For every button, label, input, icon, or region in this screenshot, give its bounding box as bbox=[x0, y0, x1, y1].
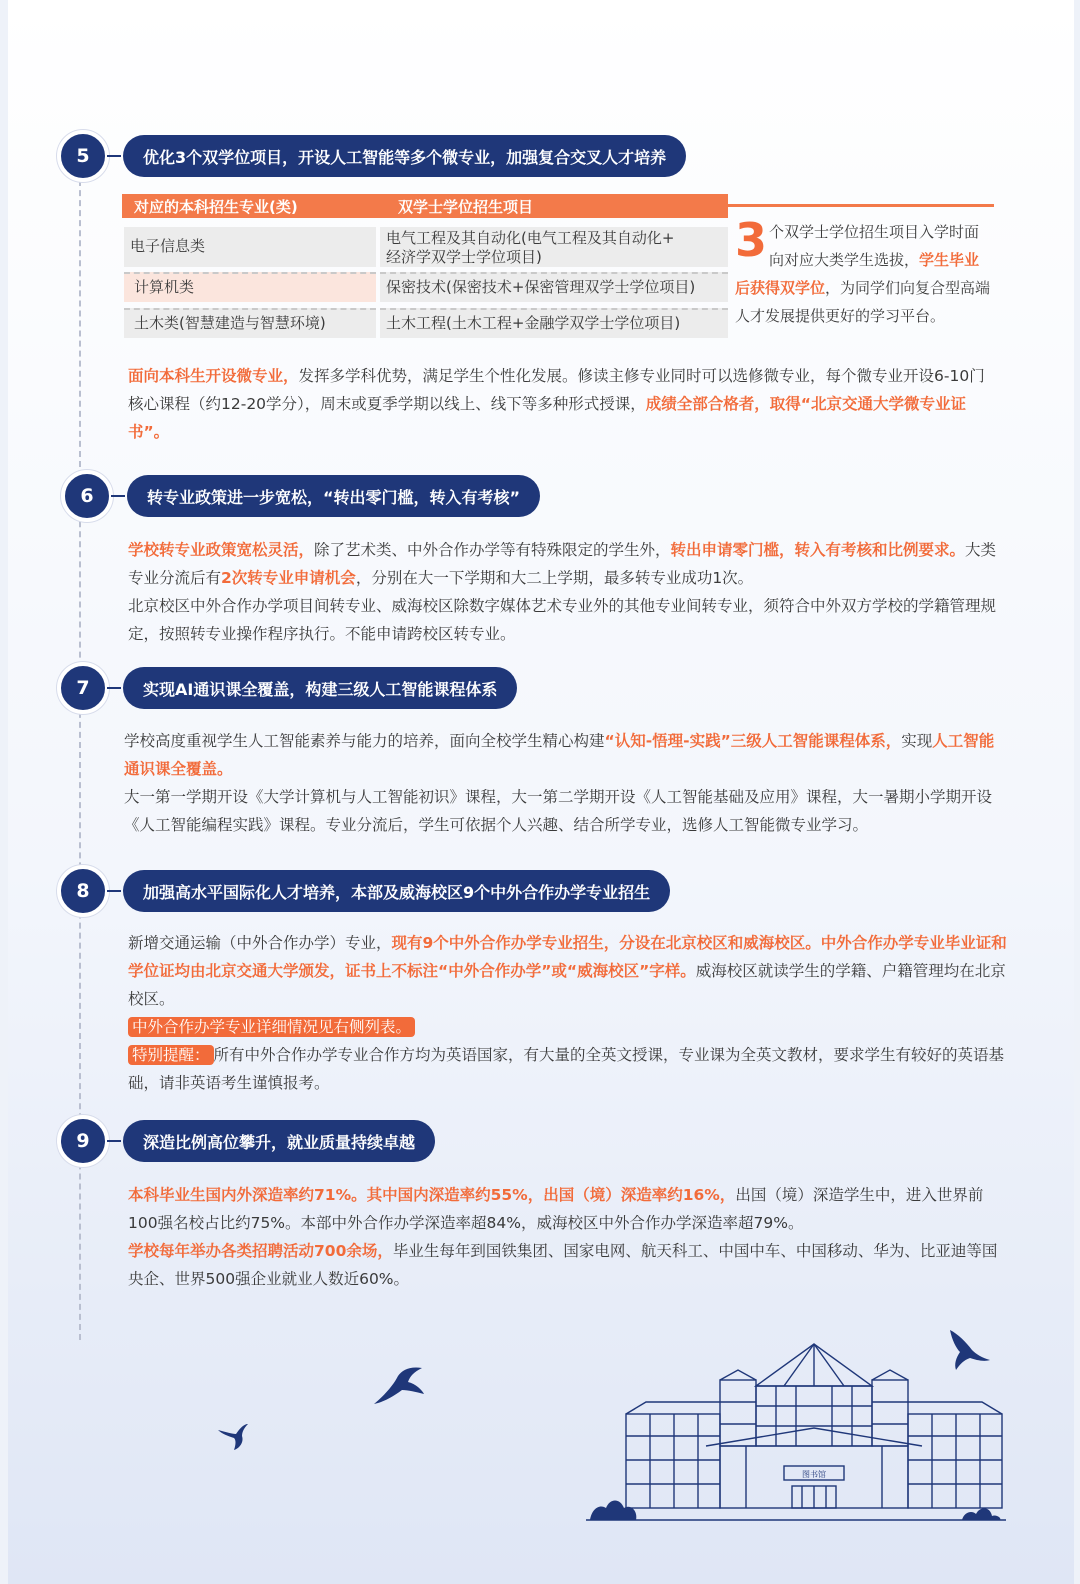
section-8-header bbox=[57, 865, 670, 917]
table-cell-major: 计算机类 bbox=[124, 272, 376, 302]
section-number-badge: 8 bbox=[57, 865, 109, 917]
section-number-badge: 5 bbox=[57, 130, 109, 182]
body-text: 大一第一学期开设《大学计算机与人工智能初识》课程，大一第二学期开设《人工智能基础及应用》课程，大一暑期小学期开设《人工智能编程实践》课程。专业分流后，学生可依据个人兴趣、结合所学专业，选修人工智能微专业学习。 bbox=[124, 788, 993, 834]
highlight-text: 成绩全部合格者，取得“北京交通大学微专业证书”。 bbox=[128, 395, 966, 441]
body-text: 所有中外合作办学专业合作方均为英语国家，有大量的全英文授课，专业课为全英文教材，要求学生有较好的英语基础，请非英语考生谨慎报考。 bbox=[128, 1046, 1005, 1092]
section-title: 转专业政策进一步宽松，“转出零门槛，转入有考核” bbox=[127, 475, 540, 517]
section-5-paragraph bbox=[128, 362, 988, 446]
highlight-text: 现有9个中外合作办学专业招生，分设在北京校区和威海校区。中外合作办学专业毕业证和学位证均由北京交通大学颁发，证书上不标注“中外合作办学”或“威海校区”字样。 bbox=[128, 934, 1007, 980]
swallow-icon bbox=[216, 1422, 250, 1452]
note-text: ，为同学们向复合型高端人才发展提供更好的学习平台。 bbox=[735, 279, 991, 325]
big-number-3: 3 bbox=[735, 213, 768, 267]
section-7-header bbox=[57, 662, 517, 714]
library-sign: 图书馆 bbox=[802, 1470, 826, 1479]
section-7-paragraph bbox=[124, 727, 996, 839]
highlight-text: 人工智能通识课全覆盖。 bbox=[124, 732, 995, 778]
table-header-rule bbox=[728, 204, 994, 207]
body-text: 毕业生每年到国铁集团、国家电网、航天科工、中国中车、中国移动、华为、比亚迪等国央企、世界500强企业就业人数近60%。 bbox=[128, 1242, 998, 1288]
table-cell-project-line2: 经济学双学士学位项目) bbox=[386, 248, 542, 266]
body-text: 大类专业分流后有 bbox=[128, 541, 997, 587]
section-title: 实现AI通识课全覆盖，构建三级人工智能课程体系 bbox=[123, 667, 517, 709]
body-text: 北京校区中外合作办学项目间转专业、威海校区除数字媒体艺术专业外的其他专业间转专业，须符合中外双方学校的学籍管理规定，按照转专业操作程序执行。不能申请跨校区转专业。 bbox=[128, 597, 997, 643]
section-number-badge: 6 bbox=[61, 470, 113, 522]
page-left-edge bbox=[0, 0, 8, 1584]
highlight-text: 学校转专业政策宽松灵活， bbox=[128, 541, 315, 559]
section-title: 深造比例高位攀升，就业质量持续卓越 bbox=[123, 1120, 435, 1162]
body-text: 威海校区就读学生的学籍、户籍管理均在北京校区。 bbox=[128, 962, 1006, 1008]
detail-note-tag: 中外合作办学专业详细情况见右侧列表。 bbox=[128, 1017, 415, 1037]
badge-connector bbox=[107, 155, 121, 157]
table-cell-project: 保密技术(保密技术+保密管理双学士学位项目) bbox=[380, 272, 728, 302]
highlight-text: “认知-悟理-实践”三级人工智能课程体系， bbox=[604, 732, 902, 750]
table-cell-project bbox=[380, 227, 728, 267]
body-text: 实现 bbox=[901, 732, 933, 750]
badge-connector bbox=[107, 890, 121, 892]
table-cell-major: 电子信息类 bbox=[124, 227, 376, 267]
section-number-badge: 9 bbox=[57, 1115, 109, 1167]
body-text: 新增交通运输（中外合作办学）专业， bbox=[128, 934, 392, 952]
body-text: 学校高度重视学生人工智能素养与能力的培养，面向全校学生精心构建 bbox=[124, 732, 605, 750]
section-title: 加强高水平国际化人才培养，本部及威海校区9个中外合作办学专业招生 bbox=[123, 870, 670, 912]
double-degree-note bbox=[735, 213, 991, 330]
section-title: 优化3个双学位项目，开设人工智能等多个微专业，加强复合交叉人才培养 bbox=[123, 135, 686, 177]
highlight-text: 面向本科生开设微专业， bbox=[128, 367, 299, 385]
highlight-text: 2次转专业申请机会 bbox=[221, 569, 356, 587]
section-9-header bbox=[57, 1115, 435, 1167]
special-reminder-tag: 特别提醒： bbox=[128, 1045, 214, 1065]
table-cell-project-line1: 电气工程及其自动化(电气工程及其自动化+ bbox=[386, 229, 675, 247]
library-building-illustration bbox=[586, 1336, 1006, 1528]
swallow-icon bbox=[372, 1364, 426, 1406]
section-9-paragraph bbox=[128, 1181, 1008, 1293]
table-col-header-project: 双学士学位招生项目 bbox=[398, 198, 534, 216]
section-8-paragraph bbox=[128, 929, 1008, 1097]
section-6-paragraph bbox=[128, 536, 1000, 648]
note-text: 个双学士学位招生项目入学时面向对应大类学生选拔， bbox=[769, 223, 980, 269]
table-header bbox=[122, 194, 728, 218]
table-cell-major: 土木类(智慧建造与智慧环境) bbox=[124, 308, 376, 338]
badge-connector bbox=[111, 495, 125, 497]
badge-connector bbox=[107, 687, 121, 689]
highlight-text: 转出申请零门槛，转入有考核和比例要求。 bbox=[670, 541, 966, 559]
badge-connector bbox=[107, 1140, 121, 1142]
body-text: 发挥多学科优势，满足学生个性化发展。修读主修专业同时可以选修微专业，每个微专业开设6-10门核心课程（约12-20学分），周末或夏季学期以线上、线下等多种形式授课， bbox=[128, 367, 985, 413]
highlight-text: 学校每年举办各类招聘活动700余场， bbox=[128, 1242, 393, 1260]
body-text: 出国（境）深造学生中，进入世界前100强名校占比约75%。本部中外合作办学深造率超84%，威海校区中外合作办学深造率超79%。 bbox=[128, 1186, 984, 1232]
table-cell-project: 土木工程(土木工程+金融学双学士学位项目) bbox=[380, 308, 728, 338]
highlight-text: 本科毕业生国内外深造率约71%。其中国内深造率约55%，出国（境）深造率约16%， bbox=[128, 1186, 736, 1204]
table-col-header-major: 对应的本科招生专业(类) bbox=[134, 198, 298, 216]
section-6-header bbox=[61, 470, 540, 522]
body-text: ，分别在大一下学期和大二上学期，最多转专业成功1次。 bbox=[355, 569, 754, 587]
page-right-edge bbox=[1074, 0, 1080, 1584]
body-text: 除了艺术类、中外合作办学等有特殊限定的学生外， bbox=[314, 541, 671, 559]
note-highlight: 学生毕业后获得双学位 bbox=[735, 251, 980, 297]
section-number-badge: 7 bbox=[57, 662, 109, 714]
section-5-header bbox=[57, 130, 686, 182]
